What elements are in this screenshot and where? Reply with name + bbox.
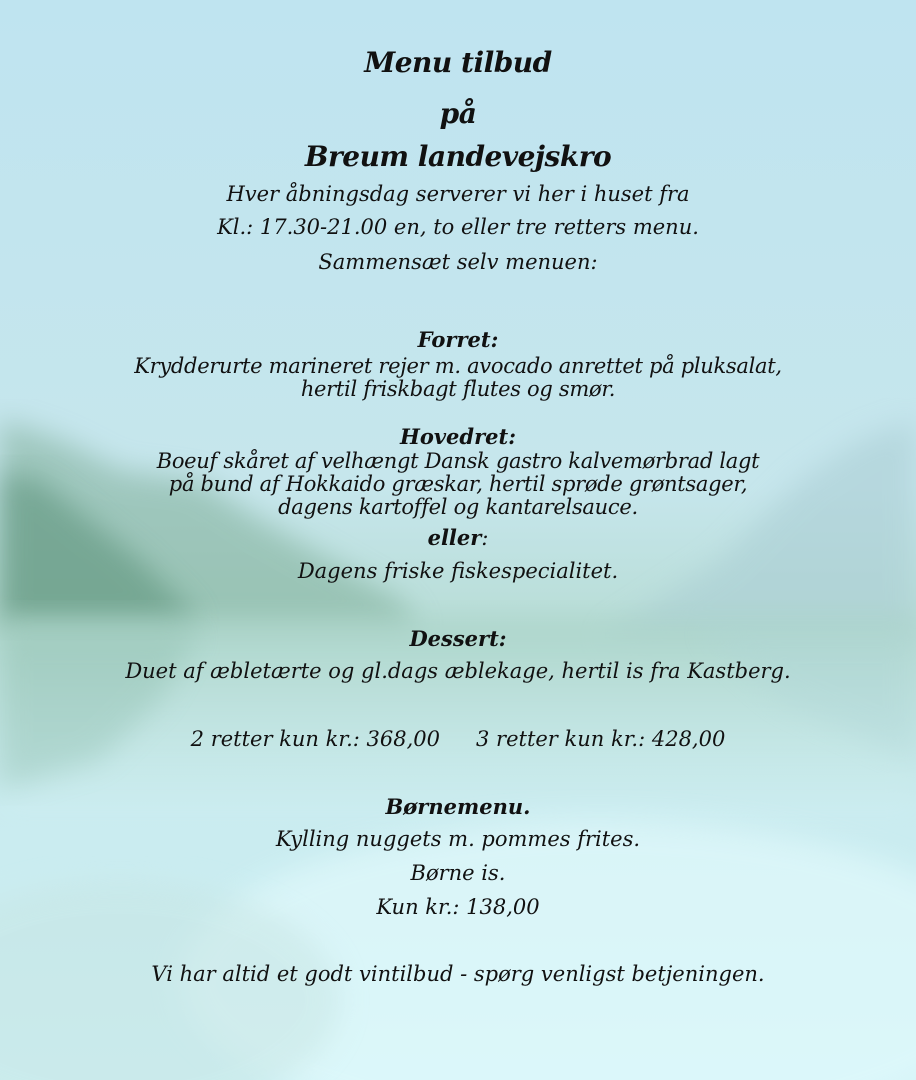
- price-two-courses: 2 retter kun kr.: 368,00: [190, 727, 440, 751]
- intro-line-3: Sammensæt selv menuen:: [318, 250, 598, 274]
- kids-heading: Børnemenu.: [385, 794, 531, 819]
- price-row: [0, 727, 916, 751]
- title-line-2: på: [439, 97, 477, 130]
- kids-line-1: Kylling nuggets m. pommes frites.: [275, 827, 641, 851]
- intro-line-1: Hver åbningsdag serverer vi her i huset fra: [226, 182, 690, 206]
- dessert-heading: Dessert:: [409, 626, 507, 651]
- dessert-line-1: Duet af æbletærte og gl.dags æblekage, hertil is fra Kastberg.: [125, 659, 791, 683]
- kids-line-2: Børne is.: [410, 861, 506, 885]
- title-line-3: Breum landevejskro: [304, 140, 612, 173]
- or-word: eller: [427, 525, 482, 550]
- title-line-1: Menu tilbud: [364, 46, 552, 79]
- or-colon: :: [481, 526, 489, 550]
- price-three-courses: 3 retter kun kr.: 428,00: [476, 727, 726, 751]
- forret-line-2: hertil friskbagt flutes og smør.: [300, 377, 616, 401]
- or-separator: [0, 525, 916, 550]
- hovedret-heading: Hovedret:: [400, 424, 516, 449]
- hovedret-line-2: på bund af Hokkaido græskar, hertil sprøde grøntsager,: [168, 472, 748, 496]
- forret-line-1: Krydderurte marineret rejer m. avocado anrettet på pluksalat,: [134, 354, 782, 378]
- hovedret-line-3: dagens kartoffel og kantarelsauce.: [278, 495, 638, 519]
- hovedret-line-1: Boeuf skåret af velhængt Dansk gastro kalvemørbrad lagt: [156, 449, 760, 473]
- hovedret-alternative: Dagens friske fiskespecialitet.: [297, 559, 619, 583]
- wine-note: Vi har altid et godt vintilbud - spørg venligst betjeningen.: [151, 962, 765, 986]
- kids-price: Kun kr.: 138,00: [376, 895, 540, 919]
- intro-line-2: Kl.: 17.30-21.00 en, to eller tre retters menu.: [217, 215, 699, 239]
- forret-heading: Forret:: [417, 327, 499, 352]
